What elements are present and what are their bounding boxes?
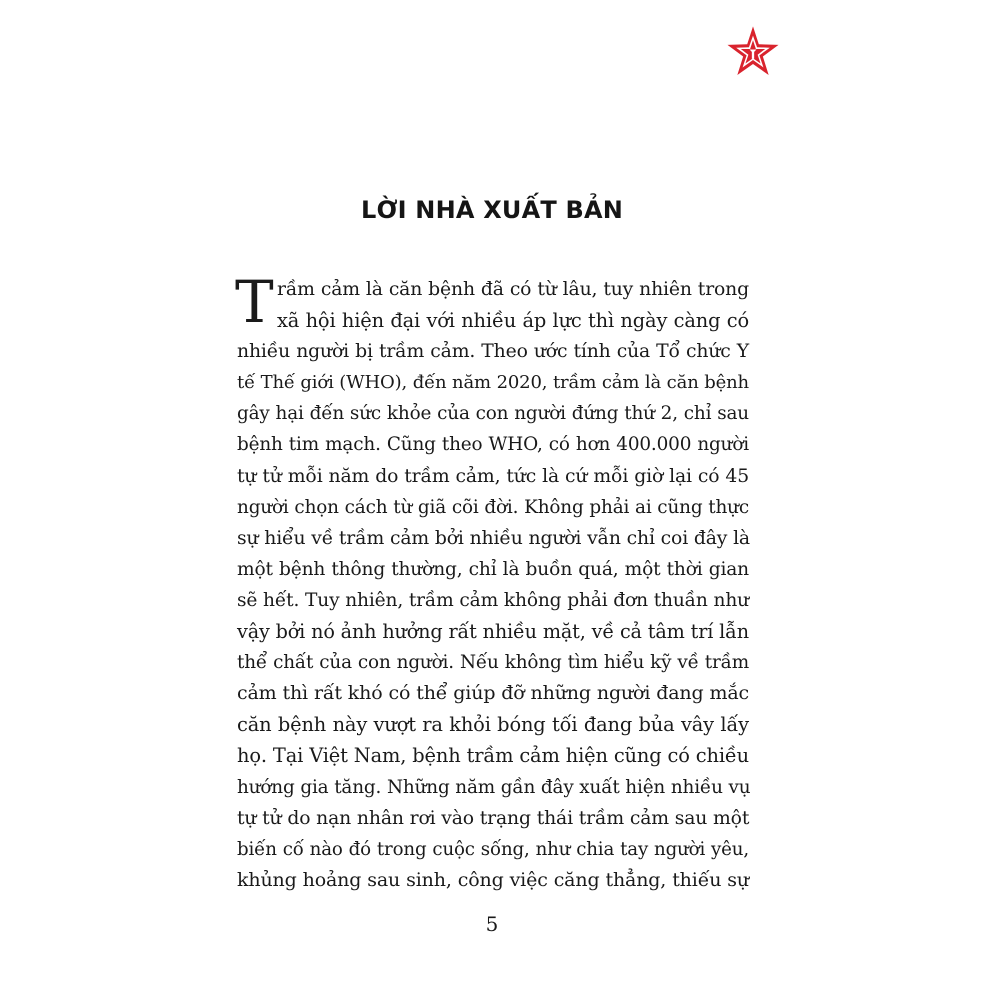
- text-line-14: cảm thì rất khó có thể giúp đỡ những người đang mắc: [237, 682, 749, 705]
- text-line-17: hướng gia tăng. Những năm gần đây xuất hiện nhiều vụ: [237, 776, 751, 798]
- text-line-10: một bệnh thông thường, chỉ là buồn quá, một thời gian: [237, 558, 749, 580]
- text-line-11: sẽ hết. Tuy nhiên, trầm cảm không phải đơn thuần như: [237, 589, 749, 611]
- text-line-16: họ. Tại Việt Nam, bệnh trầm cảm hiện cũng có chiều: [237, 744, 749, 768]
- page-title: LỜI NHÀ XUẤT BẢN: [360, 196, 624, 224]
- text-line-4: tế Thế giới (WHO), đến năm 2020, trầm cảm là căn bệnh: [237, 372, 749, 394]
- text-line-19: biến cố nào đó trong cuộc sống, như chia tay người yêu,: [237, 838, 749, 860]
- text-line-18: tự tử do nạn nhân rơi vào trạng thái trầm cảm sau một: [237, 807, 750, 829]
- text-line-2: xã hội hiện đại với nhiều áp lực thì ngày càng có: [277, 309, 749, 333]
- text-line-15: căn bệnh này vượt ra khỏi bóng tối đang bủa vây lấy: [237, 713, 749, 737]
- star-emblem-icon: [724, 24, 782, 82]
- page-number: 5: [485, 912, 499, 936]
- text-line-13: thể chất của con người. Nếu không tìm hiểu kỹ về trầm: [237, 652, 749, 674]
- text-line-3: nhiều người bị trầm cảm. Theo ước tính của Tổ chức Y: [237, 341, 749, 363]
- text-line-6: bệnh tim mạch. Cũng theo WHO, có hơn 400.000 người: [237, 434, 749, 456]
- foreword-body: [235, 268, 751, 896]
- text-line-9: sự hiểu về trầm cảm bởi nhiều người vẫn chỉ coi đây là: [237, 527, 750, 549]
- text-line-20: khủng hoảng sau sinh, công việc căng thẳng, thiếu sự: [237, 868, 749, 891]
- text-line-7: tự tử mỗi năm do trầm cảm, tức là cứ mỗi giờ lại có 45: [237, 465, 749, 487]
- text-line-8: người chọn cách từ giã cõi đời. Không phải ai cũng thực: [237, 496, 749, 518]
- text-line-12: vậy bởi nó ảnh hưởng rất nhiều mặt, về cả tâm trí lẫn: [237, 620, 749, 644]
- line-text: rầm cảm là căn bệnh đã có từ lâu, tuy nhiên trong: [277, 279, 749, 300]
- drop-cap: T: [235, 268, 274, 336]
- text-line-5: gây hại đến sức khỏe của con người đứng thứ 2, chỉ sau: [237, 403, 749, 425]
